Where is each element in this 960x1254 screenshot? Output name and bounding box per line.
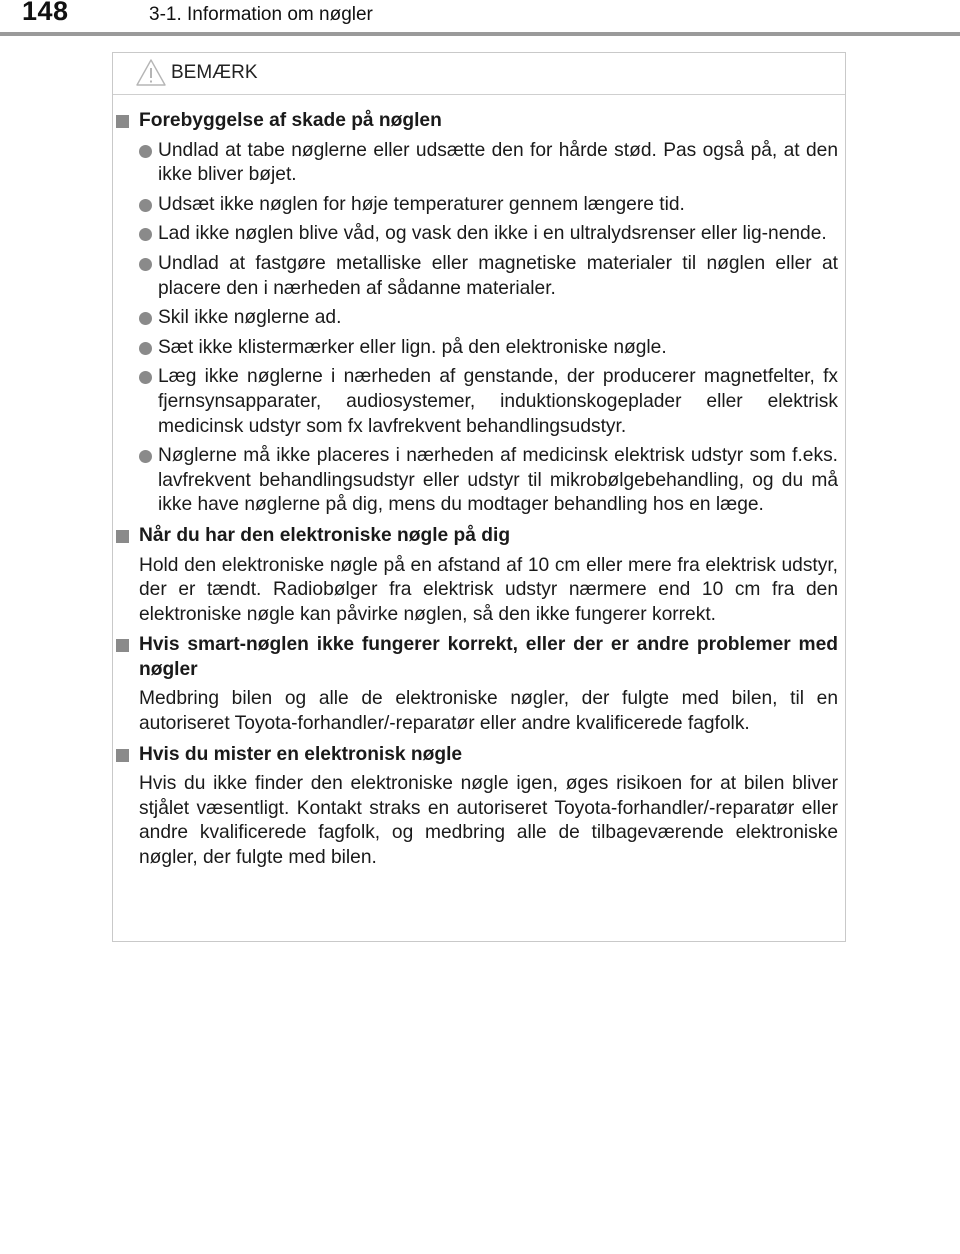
notice-box [112,52,846,942]
bullet-text: Læg ikke nøglerne i nærheden af genstande, der producerer magnetfelter, fx fjernsynsapparater, audiosystemer, induktionskogeplader eller elektrisk medicinsk udstyr som fx lavfrekvent behandlingsudstyr. [158,366,838,437]
bullet-text: Undlad at tabe nøglerne eller udsætte den for hårde stød. Pas også på, at den ikke bliver bøjet. [158,139,838,186]
bullet-icon [139,371,152,384]
section-text: Medbring bilen og alle de elektroniske nøgler, der fulgte med bilen, til en autoriseret Toyota-forhandler/-reparatør eller andre kvalificerede fagfolk. [139,688,838,735]
notice-label: BEMÆRK [171,62,258,83]
notice-section [113,633,845,736]
notice-section [113,743,845,871]
bullet-text: Sæt ikke klistermærker eller lign. på den elektroniske nøgle. [158,336,667,358]
section-title-lost-key: Hvis du mister en elektronisk nøgle [139,743,463,765]
bullet-text: Lad ikke nøglen blive våd, og vask den ikke i en ultralydsrenser eller lig-nende. [158,223,827,245]
section-title-damage: Forebyggelse af skade på nøglen [139,110,442,131]
section-marker-icon [116,749,129,762]
warning-triangle-icon [135,58,167,88]
bullet-icon [139,312,152,325]
list-item [139,365,838,439]
bullet-text: Undlad at fastgøre metalliske eller magnetiske materialer til nøglen eller at placere den i nærheden af sådanne materialer. [158,252,838,299]
list-item [139,306,838,331]
bullet-text: Nøglerne må ikke placeres i nærheden af medicinsk elektrisk udstyr som f.eks. lavfrekvent behandlingsudstyr eller udstyr til mikrobølgebehandling, og du må ikke have nøglerne på dig, mens du modtager behandling hos en læge. [158,445,838,516]
bullet-icon [139,342,152,355]
bullet-icon [139,258,152,271]
section-text: Hvis du ikke finder den elektroniske nøgle igen, øges risikoen for at bilen bliver stjålet væsentligt. Kontakt straks en autoriseret Toyota-forhandler/-reparatør eller andre kvalificerede fagfolk, og medbring alle de tilbageværende elektroniske nøgler, der fulgte med bilen. [139,773,838,869]
section-title-key-problems: Hvis smart-nøglen ikke fungerer korrekt, eller der er andre problemer med nøgler [139,634,838,680]
bullet-icon [139,228,152,241]
bullet-icon [139,199,152,212]
bullet-icon [139,450,152,463]
list-item [139,336,838,361]
notice-content [113,109,845,877]
list-item [139,193,838,218]
page-number: 148 [22,0,69,26]
page-header [0,0,960,32]
section-title: 3-1. Information om nøgler [149,4,373,25]
section-text: Hold den elektroniske nøgle på en afstand af 10 cm eller mere fra elektrisk udstyr, der er tændt. Radiobølger fra elektrisk udstyr nærmere end 10 cm fra den elektroniske nøgle kan påvirke nøglen, så den ikke fungerer korrekt. [139,554,838,625]
section-marker-icon [116,115,129,128]
bullet-text: Skil ikke nøglerne ad. [158,307,342,329]
section-marker-icon [116,639,129,652]
list-item [139,252,838,301]
header-rule [0,32,960,36]
section-marker-icon [116,530,129,543]
notice-header [113,53,845,95]
list-item [139,444,838,518]
section-title-carry-key: Når du har den elektroniske nøgle på dig [139,524,511,546]
notice-section [113,109,845,518]
notice-section [113,524,845,627]
list-item [139,222,838,247]
list-item [139,139,838,188]
bullet-text: Udsæt ikke nøglen for høje temperaturer gennem længere tid. [158,193,685,215]
bullet-icon [139,145,152,158]
